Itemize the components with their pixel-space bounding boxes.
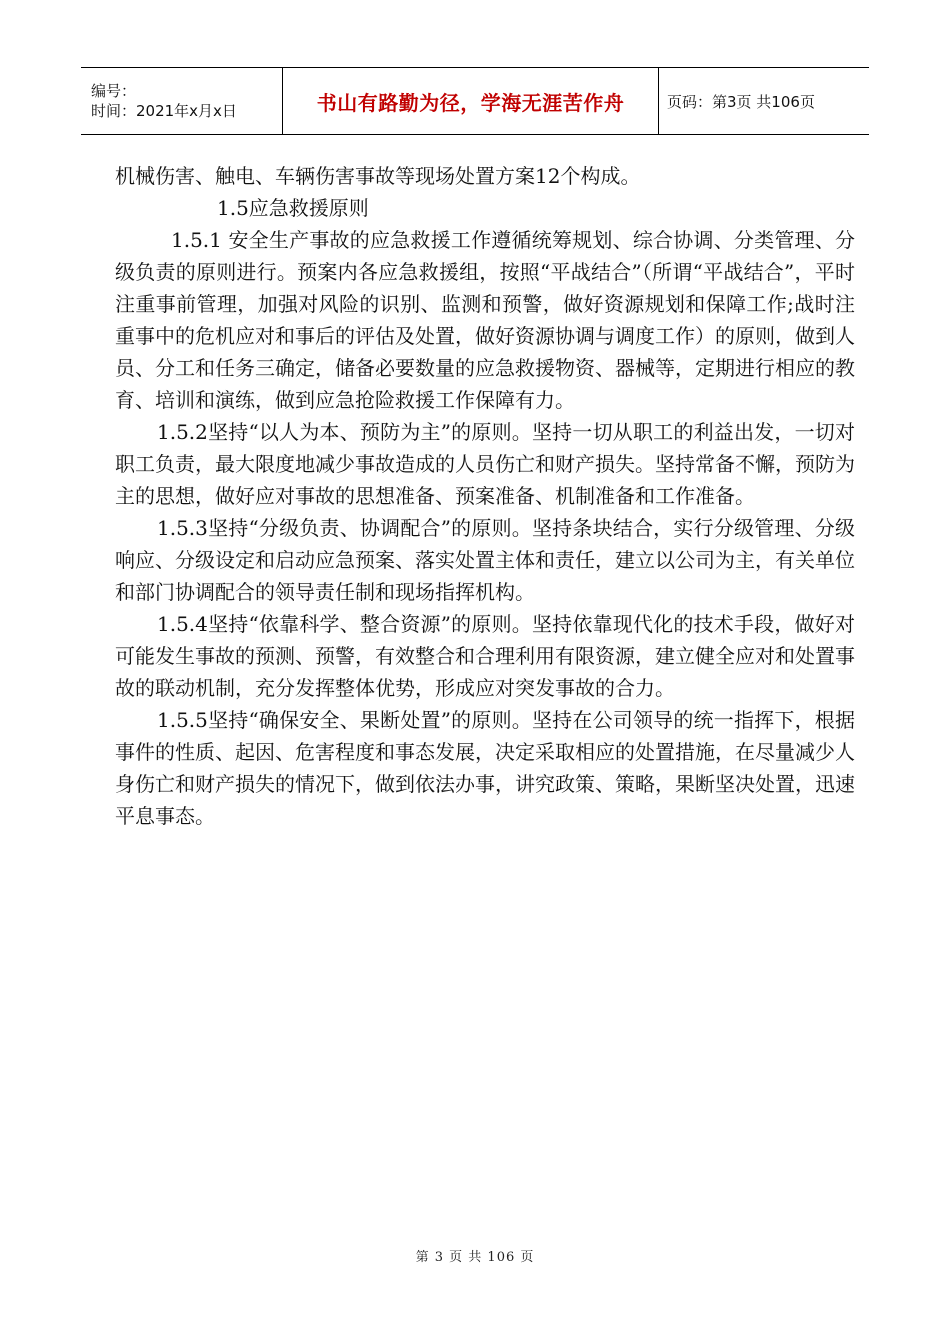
header-page-label: 页码：第3页 共106页 — [667, 92, 815, 111]
document-time-label: 时间：2021年x月x日 — [91, 102, 237, 120]
header-meta — [81, 68, 283, 134]
document-body — [115, 160, 855, 832]
paragraph-1-5-1: 1.5.1 安全生产事故的应急救援工作遵循统筹规划、综合协调、分类管理、分级负责的原则进行。预案内各应急救援组，按照“平战结合”（所谓“平战结合”，平时注重事前管理，加强对风险的识别、监测和预警，做好资源规划和保障工作;战时注重事中的危机应对和事后的评估及处置，做好资源协调与调度工作）的原则，做到人员、分工和任务三确定，储备必要数量的应急救援物资、器械等，定期进行相应的教育、培训和演练，做到应急抢险救援工作保障有力。 — [115, 228, 855, 412]
paragraph-1-5-2: 1.5.2坚持“以人为本、预防为主”的原则。坚持一切从职工的利益出发，一切对职工负责，最大限度地减少事故造成的人员伤亡和财产损失。坚持常备不懈，预防为主的思想，做好应对事故的思想准备、预案准备、机制准备和工作准备。 — [115, 420, 855, 508]
paragraph-1-5-5: 1.5.5坚持“确保安全、果断处置”的原则。坚持在公司领导的统一指挥下，根据事件的性质、起因、危害程度和事态发展，决定采取相应的处置措施，在尽量减少人身伤亡和财产损失的情况下，做到依法办事，讲究政策、策略，果断坚决处置，迅速平息事态。 — [115, 708, 855, 828]
header-motto: 书山有路勤为径，学海无涯苦作舟 — [283, 68, 659, 134]
document-number-label: 编号： — [91, 82, 137, 100]
page-header — [81, 67, 869, 135]
section-heading: 1.5应急救援原则 — [217, 196, 369, 220]
page-footer: 第 3 页 共 106 页 — [415, 1250, 535, 1265]
paragraph-1-5-3: 1.5.3坚持“分级负责、协调配合”的原则。坚持条块结合，实行分级管理、分级响应、分级设定和启动应急预案、落实处置主体和责任，建立以公司为主，有关单位和部门协调配合的领导责任制和现场指挥机构。 — [115, 516, 855, 604]
paragraph-1-5-4: 1.5.4坚持“依靠科学、整合资源”的原则。坚持依靠现代化的技术手段，做好对可能发生事故的预测、预警，有效整合和合理利用有限资源，建立健全应对和处置事故的联动机制，充分发挥整体优势，形成应对突发事故的合力。 — [115, 612, 855, 700]
paragraph-continuation: 机械伤害、触电、车辆伤害事故等现场处置方案12个构成。 — [115, 164, 641, 188]
